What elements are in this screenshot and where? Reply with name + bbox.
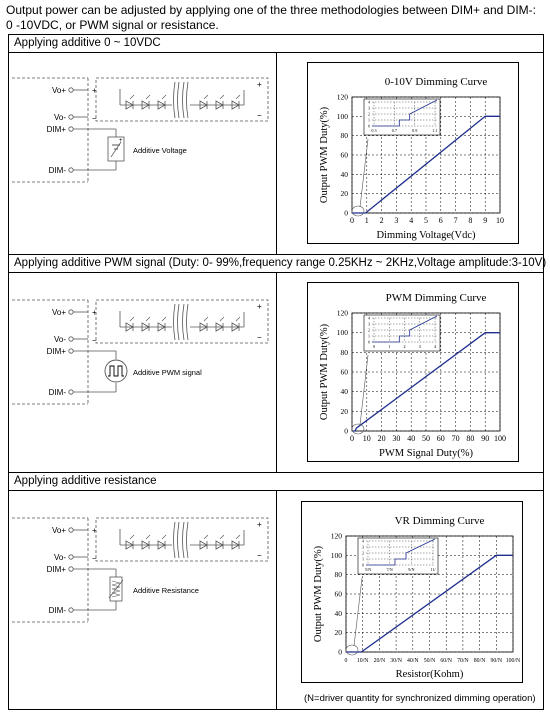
- led-icon: [130, 535, 134, 539]
- x-tick-label: 8: [468, 216, 473, 225]
- chart-vr-dimming: [302, 502, 522, 682]
- x-axis-label: PWM Signal Duty(%): [379, 448, 473, 459]
- minus-sign: −: [92, 554, 97, 563]
- y-tick-label: 20: [340, 189, 348, 199]
- terminal-pin: [69, 567, 73, 571]
- inset-y-tick: 2: [362, 550, 364, 556]
- minus-sign: −: [92, 114, 97, 123]
- led-icon: [162, 317, 166, 321]
- led-icon: [146, 317, 150, 321]
- intro-line-2: 0 -10VDC, or PWM signal or resistance.: [6, 18, 219, 32]
- terminal-pin: [69, 349, 73, 353]
- terminal-pin: [69, 127, 73, 131]
- inset-x-tick: 0.3: [371, 128, 377, 133]
- terminal-pin: [69, 310, 73, 314]
- inset-x-tick: 11/: [430, 567, 436, 572]
- inset-x-tick: 2: [403, 344, 406, 349]
- led-icon: [220, 317, 224, 321]
- y-tick-label: 40: [340, 387, 348, 397]
- terminal-pin: [69, 168, 73, 172]
- pwm-source-icon: [105, 360, 127, 382]
- x-axis-label: Resistor(Kohm): [395, 669, 464, 680]
- inset-x-tick: 0.9: [412, 128, 418, 133]
- circuit-svg: [12, 510, 274, 660]
- y-tick-label: 20: [340, 406, 348, 416]
- vo-minus-label: Vo-: [53, 113, 66, 122]
- column-divider: [276, 53, 277, 254]
- x-tick-label: 0: [350, 216, 354, 225]
- source-label: Additive PWM signal: [133, 368, 202, 377]
- y-axis-label: Output PWM Duty(%): [313, 545, 324, 643]
- x-tick-label: 60: [436, 434, 445, 443]
- y-tick-label: 60: [340, 367, 348, 377]
- x-tick-label: 60/N: [440, 658, 453, 664]
- chart-0-10v-dimming: [308, 63, 518, 243]
- load-plus-sign: +: [257, 520, 262, 529]
- y-tick-label: 120: [336, 92, 348, 102]
- y-tick-label: 80: [340, 347, 348, 357]
- y-tick-label: 80: [334, 570, 342, 580]
- led-icon: [236, 535, 240, 539]
- break-symbol: [174, 522, 189, 558]
- x-tick-label: 50: [422, 434, 430, 443]
- inset-x-tick: 3: [418, 344, 421, 349]
- inset-y-tick: 3: [368, 321, 370, 327]
- x-tick-label: 3: [394, 216, 399, 225]
- plus-sign: +: [92, 308, 97, 317]
- inset-y-tick: 1: [362, 556, 364, 562]
- y-tick-label: 80: [340, 131, 348, 141]
- x-tick-label: 40/N: [406, 658, 419, 664]
- plus-sign: +: [92, 526, 97, 535]
- y-tick-label: 120: [330, 531, 342, 541]
- y-tick-label: 60: [340, 150, 348, 160]
- y-tick-label: 100: [336, 328, 348, 338]
- x-tick-label: 20: [377, 434, 386, 443]
- x-tick-label: 10: [362, 434, 371, 443]
- load-plus-sign: +: [257, 80, 262, 89]
- x-tick-label: 90/N: [490, 658, 503, 664]
- plus-sign: +: [119, 138, 123, 144]
- led-icon: [162, 535, 166, 539]
- inset-y-tick: 1: [368, 333, 370, 339]
- led-icon: [236, 317, 240, 321]
- circuit-diagram-voltage: [12, 70, 274, 220]
- y-tick-label: 100: [330, 550, 342, 560]
- led-icon: [204, 95, 208, 99]
- y-tick-label: 0: [344, 208, 348, 218]
- x-axis-label: Dimming Voltage(Vdc): [376, 230, 476, 241]
- led-icon: [220, 535, 224, 539]
- chart-panel-pwm: [307, 282, 519, 462]
- inset-x-tick: 1.1: [432, 128, 438, 133]
- y-tick-label: 60: [334, 589, 342, 599]
- y-tick-label: 20: [334, 628, 342, 638]
- inset-x-tick: 0.7: [391, 128, 397, 133]
- terminal-pin: [69, 88, 73, 92]
- x-tick-label: 30: [392, 434, 401, 443]
- inset-y-tick: 1: [368, 117, 370, 123]
- x-tick-label: 2: [379, 216, 384, 225]
- minus-sign: −: [92, 336, 97, 345]
- led-load-boundary: [96, 518, 268, 561]
- dim-minus-label: DIM-: [48, 606, 66, 615]
- chart-svg: [308, 63, 518, 243]
- y-tick-label: 0: [338, 647, 342, 657]
- dim-plus-label: DIM+: [46, 565, 66, 574]
- source-label: Additive Resistance: [133, 586, 199, 595]
- terminal-pin: [69, 608, 73, 612]
- circuit-diagram-resistance: [12, 510, 274, 660]
- inset-x-tick: 4: [433, 344, 437, 349]
- zoom-circle: [352, 424, 364, 434]
- inset-y-tick: 3: [362, 544, 364, 550]
- led-load-boundary: [96, 78, 268, 121]
- led-icon: [220, 95, 224, 99]
- zoom-circle: [346, 645, 358, 655]
- load-minus-sign: −: [257, 551, 262, 560]
- terminal-pin: [69, 115, 73, 119]
- x-tick-label: 100: [494, 434, 506, 443]
- chart-title: VR Dimming Curve: [394, 515, 485, 527]
- intro-text: [6, 3, 546, 33]
- inset-y-tick: 2: [368, 327, 370, 333]
- chart-panel-vr: [301, 501, 523, 683]
- terminal-pin: [69, 528, 73, 532]
- led-icon: [162, 95, 166, 99]
- x-tick-label: 4: [409, 216, 414, 225]
- x-tick-label: 70: [451, 434, 460, 443]
- circuit-diagram-pwm: [12, 292, 274, 442]
- zoom-circle: [352, 206, 364, 216]
- vo-plus-label: Vo+: [51, 526, 66, 535]
- column-divider: [276, 273, 277, 472]
- vo-plus-label: Vo+: [51, 86, 66, 95]
- led-icon: [204, 317, 208, 321]
- y-tick-label: 120: [336, 308, 348, 318]
- section-heading-resistance: Applying additive resistance: [8, 472, 544, 491]
- x-tick-label: 30/N: [390, 658, 402, 664]
- intro-line-1: Output power can be adjusted by applying one of the three methodologies between DIM+ and DIM-:: [6, 3, 536, 17]
- load-minus-sign: −: [257, 333, 262, 342]
- inset-x-tick: 5/N: [364, 567, 372, 572]
- x-tick-label: 9: [483, 216, 488, 225]
- inset-y-tick: 2: [368, 111, 370, 117]
- inset-y-tick: 4: [368, 315, 370, 321]
- x-tick-label: 80/N: [473, 658, 486, 664]
- x-tick-label: 50/N: [423, 658, 436, 664]
- terminal-pin: [69, 337, 73, 341]
- x-tick-label: 90: [481, 434, 490, 443]
- circuit-svg: [12, 292, 274, 442]
- inset-x-tick: 1: [388, 344, 391, 349]
- inset-y-tick: 4: [362, 538, 364, 544]
- footnote: (N=driver quantity for synchronized dimming operation): [304, 693, 536, 704]
- x-tick-label: 70/N: [457, 658, 469, 664]
- vo-minus-label: Vo-: [53, 553, 66, 562]
- chart-svg: [302, 502, 522, 682]
- y-axis-label: Output PWM Duty(%): [319, 106, 330, 204]
- dim-plus-label: DIM+: [46, 125, 66, 134]
- load-plus-sign: +: [257, 302, 262, 311]
- circuit-svg: [12, 70, 274, 220]
- break-symbol: [174, 82, 189, 118]
- led-icon: [130, 317, 134, 321]
- dim-minus-label: DIM-: [48, 166, 66, 175]
- y-axis-label: Output PWM Duty(%): [319, 323, 330, 421]
- y-tick-label: 100: [336, 111, 348, 121]
- plus-sign: +: [92, 86, 97, 95]
- x-tick-label: 0: [350, 434, 354, 443]
- chart-pwm-dimming: [308, 283, 518, 463]
- x-tick-label: 7: [453, 216, 458, 225]
- led-icon: [130, 95, 134, 99]
- chart-svg: [308, 283, 518, 463]
- x-tick-label: 6: [438, 216, 443, 225]
- y-tick-label: 40: [340, 169, 348, 179]
- led-load-boundary: [96, 300, 268, 343]
- inset-y-tick: 0: [368, 339, 370, 345]
- x-tick-label: 40: [407, 434, 416, 443]
- zoom-leader-line: [354, 578, 362, 646]
- led-icon: [146, 535, 150, 539]
- led-icon: [204, 535, 208, 539]
- x-tick-label: 80: [466, 434, 475, 443]
- led-icon: [146, 95, 150, 99]
- x-tick-label: 1: [364, 216, 369, 225]
- inset-y-tick: 0: [368, 123, 370, 129]
- vo-plus-label: Vo+: [51, 308, 66, 317]
- x-tick-label: 5: [424, 216, 428, 225]
- x-tick-label: 0: [344, 658, 348, 664]
- inset-y-tick: 0: [362, 562, 364, 568]
- x-tick-label: 10/N: [356, 658, 369, 664]
- inset-x-tick: 7/N: [386, 567, 393, 572]
- chart-title: PWM Dimming Curve: [385, 292, 487, 304]
- column-divider: [276, 491, 277, 710]
- x-tick-label: 20/N: [373, 658, 386, 664]
- inset-y-tick: 3: [368, 105, 370, 111]
- chart-title: 0-10V Dimming Curve: [384, 76, 488, 88]
- section-heading-0-10v: Applying additive 0 ~ 10VDC: [8, 34, 544, 53]
- dim-plus-label: DIM+: [46, 347, 66, 356]
- vo-minus-label: Vo-: [53, 335, 66, 344]
- terminal-pin: [69, 390, 73, 394]
- y-tick-label: 0: [344, 426, 348, 436]
- x-tick-label: 10: [496, 216, 504, 225]
- load-minus-sign: −: [257, 111, 262, 120]
- break-symbol: [174, 304, 189, 340]
- led-icon: [236, 95, 240, 99]
- inset-y-tick: 4: [368, 99, 370, 105]
- terminal-pin: [69, 555, 73, 559]
- source-label: Additive Voltage: [133, 146, 187, 155]
- inset-x-tick: 0: [372, 344, 376, 349]
- section-heading-pwm: Applying additive PWM signal (Duty: 0- 99%,frequency range 0.25KHz ~ 2KHz,Voltage amplitude:3-10V): [8, 254, 544, 273]
- inset-x-tick: 9/N: [408, 567, 415, 572]
- dim-minus-label: DIM-: [48, 388, 66, 397]
- chart-panel-0-10v: [307, 62, 519, 244]
- x-tick-label: 100/N: [505, 658, 521, 664]
- y-tick-label: 40: [334, 608, 342, 618]
